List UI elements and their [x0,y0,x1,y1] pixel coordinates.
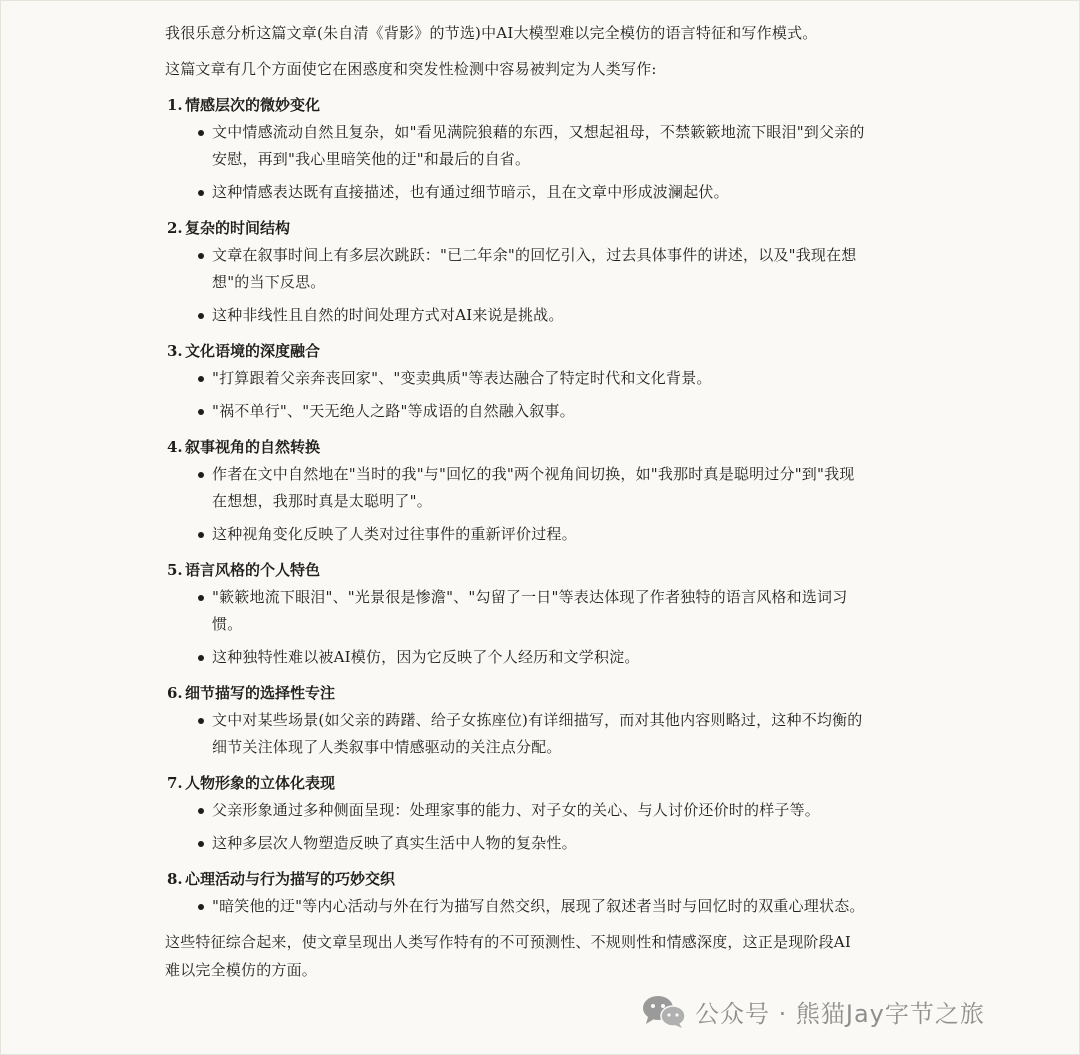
bullet-text: 文章在叙事时间上有多层次跳跃："已二年余"的回忆引入，过去具体事件的讲述，以及"我现在想想"的当下反思。 [212,246,857,291]
bullet-text: 这种视角变化反映了人类对过往事件的重新评价过程。 [212,525,577,543]
section-number: 7. [167,774,183,792]
section-heading [167,91,865,119]
bullet-text: 这种多层次人物塑造反映了真实生活中人物的复杂性。 [212,834,577,852]
section-list [165,91,865,920]
section-number: 2. [167,219,183,237]
bullet-dot-icon [198,595,204,601]
section-number: 1. [167,96,183,114]
bullet-dot-icon [198,190,204,196]
section-item [165,865,865,920]
bullet-item [165,797,865,824]
section-title: 文化语境的深度融合 [185,342,321,360]
bullet-text: "暗笑他的迂"等内心活动与外在行为描写自然交织，展现了叙述者当时与回忆时的双重心理状态。 [212,897,865,915]
bullet-dot-icon [198,313,204,319]
bullet-item [165,644,865,671]
bullet-dot-icon [198,376,204,382]
bullet-text: 作者在文中自然地在"当时的我"与"回忆的我"两个视角间切换，如"我那时真是聪明过分"到"我现在想想，我那时真是太聪明了"。 [212,465,855,510]
section-heading [167,865,865,893]
section-heading [167,679,865,707]
watermark-text: 公众号 · 熊猫Jay字节之旅 [695,999,985,1028]
bullet-dot-icon [198,409,204,415]
bullet-item [165,119,865,173]
bullet-dot-icon [198,841,204,847]
bullet-dot-icon [198,130,204,136]
bullet-text: "打算跟着父亲奔丧回家"、"变卖典质"等表达融合了特定时代和文化背景。 [212,369,712,387]
bullet-text: "簌簌地流下眼泪"、"光景很是惨澹"、"勾留了一日"等表达体现了作者独特的语言风格和选词习惯。 [212,588,848,633]
conclusion-paragraph: 这些特征综合起来，使文章呈现出人类写作特有的不可预测性、不规则性和情感深度，这正是现阶段AI难以完全模仿的方面。 [165,933,851,979]
bullet-text: 文中对某些场景(如父亲的踌躇、给子女拣座位)有详细描写，而对其他内容则略过，这种不均衡的细节关注体现了人类叙事中情感驱动的关注点分配。 [212,711,863,756]
bullet-item [165,302,865,329]
bullet-list [165,707,865,761]
section-heading [167,556,865,584]
section-item [165,91,865,206]
section-item [165,679,865,761]
section-number: 5. [167,561,183,579]
bullet-item [165,707,865,761]
watermark [641,993,985,1029]
bullet-text: 这种非线性且自然的时间处理方式对AI来说是挑战。 [212,306,564,324]
bullet-list [165,119,865,206]
section-item [165,337,865,425]
section-title: 叙事视角的自然转换 [185,438,321,456]
bullet-dot-icon [198,472,204,478]
bullet-text: 文中情感流动自然且复杂，如"看见满院狼藉的东西，又想起祖母，不禁簌簌地流下眼泪"到父亲的安慰，再到"我心里暗笑他的迂"和最后的自省。 [212,123,865,168]
bullet-item [165,461,865,515]
section-item [165,214,865,329]
bullet-dot-icon [198,904,204,910]
bullet-item [165,584,865,638]
section-item [165,556,865,671]
bullet-dot-icon [198,532,204,538]
bullet-dot-icon [198,718,204,724]
bullet-item [165,830,865,857]
bullet-item [165,893,865,920]
section-title: 情感层次的微妙变化 [185,96,321,114]
bullet-text: 这种情感表达既有直接描述，也有通过细节暗示，且在文章中形成波澜起伏。 [212,183,729,201]
section-item [165,433,865,548]
section-number: 6. [167,684,183,702]
bullet-item [165,365,865,392]
bullet-item [165,398,865,425]
section-title: 语言风格的个人特色 [185,561,321,579]
section-title: 人物形象的立体化表现 [185,774,336,792]
section-heading [167,769,865,797]
section-heading [167,433,865,461]
bullet-text: 父亲形象通过多种侧面呈现：处理家事的能力、对子女的关心、与人讨价还价时的样子等。 [212,801,821,819]
bullet-list [165,797,865,857]
section-item [165,769,865,857]
intro-paragraph-2: 这篇文章有几个方面使它在困惑度和突发性检测中容易被判定为人类写作: [165,60,657,78]
section-number: 8. [167,870,183,888]
section-number: 3. [167,342,183,360]
bullet-list [165,365,865,425]
bullet-list [165,461,865,548]
bullet-list [165,893,865,920]
section-heading [167,337,865,365]
section-title: 心理活动与行为描写的巧妙交织 [185,870,396,888]
bullet-text: 这种独特性难以被AI模仿，因为它反映了个人经历和文学积淀。 [212,648,640,666]
section-title: 细节描写的选择性专注 [185,684,336,702]
bullet-dot-icon [198,808,204,814]
bullet-dot-icon [198,655,204,661]
section-number: 4. [167,438,183,456]
bullet-text: "祸不单行"、"天无绝人之路"等成语的自然融入叙事。 [212,402,575,420]
bullet-list [165,242,865,329]
section-title: 复杂的时间结构 [185,219,291,237]
bullet-item [165,242,865,296]
bullet-list [165,584,865,671]
document-body [165,19,865,992]
bullet-dot-icon [198,253,204,259]
section-heading [167,214,865,242]
wechat-icon [641,993,687,1029]
bullet-item [165,179,865,206]
bullet-item [165,521,865,548]
intro-paragraph-1: 我很乐意分析这篇文章(朱自清《背影》的节选)中AI大模型难以完全模仿的语言特征和写作模式。 [165,24,818,42]
